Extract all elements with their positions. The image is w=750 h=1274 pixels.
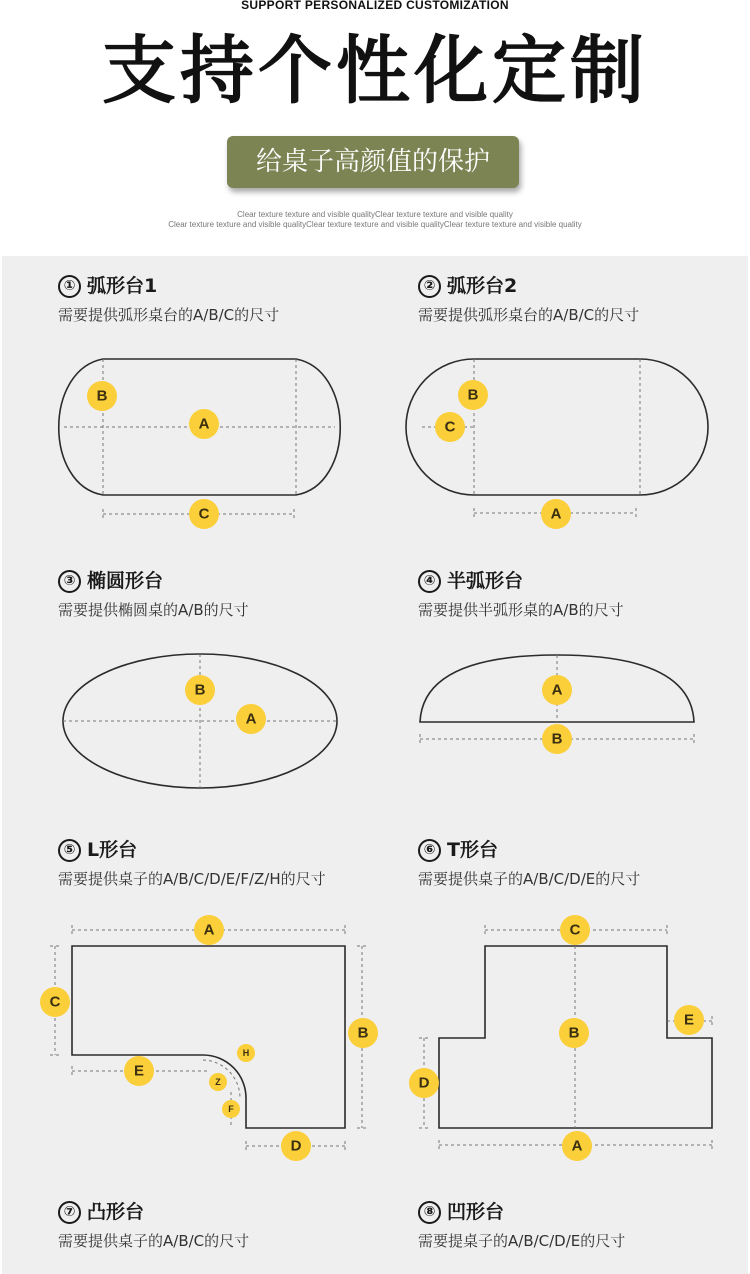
badge-b <box>185 675 215 705</box>
section-3-desc: 需要提供椭圆桌的A/B的尺寸 <box>58 601 249 619</box>
badge-c <box>560 915 590 945</box>
half-arc-table-diagram <box>420 655 694 754</box>
badge-b <box>348 1018 378 1048</box>
section-7-title: ⑦ 凸形台 <box>58 1197 144 1224</box>
badge-c <box>435 412 465 442</box>
eyebrow-text: SUPPORT PERSONALIZED CUSTOMIZATION <box>241 0 509 12</box>
svg-text:C: C <box>444 418 456 436</box>
svg-text:D: D <box>418 1074 430 1092</box>
svg-text:B: B <box>568 1024 580 1042</box>
section-7-desc: 需要提供桌子的A/B/C的尺寸 <box>58 1232 250 1250</box>
section-8-desc: 需要提桌子的A/B/C/D/E的尺寸 <box>418 1232 626 1250</box>
svg-text:B: B <box>357 1024 369 1042</box>
svg-text:F: F <box>228 1104 234 1114</box>
page-title: 支持个性化定制 <box>102 28 648 114</box>
badge-a <box>194 915 224 945</box>
arc-table-1-diagram <box>59 359 341 529</box>
section-2-title: ② 弧形台2 <box>418 271 517 298</box>
badge-a <box>236 704 266 734</box>
section-6-desc: 需要提供桌子的A/B/C/D/E的尺寸 <box>418 870 641 888</box>
badge-b <box>542 724 572 754</box>
svg-text:A: A <box>551 681 563 699</box>
badge-a <box>542 675 572 705</box>
section-5-title: ⑤ L形台 <box>58 835 137 862</box>
svg-text:C: C <box>198 505 210 523</box>
section-4-desc: 需要提供半弧形桌的A/B的尺寸 <box>418 601 624 619</box>
svg-text:A: A <box>198 415 210 433</box>
section-3-title: ③ 椭圆形台 <box>58 566 163 593</box>
badge-e <box>124 1056 154 1086</box>
svg-text:A: A <box>571 1137 583 1155</box>
badge-f <box>222 1100 240 1118</box>
badge-b <box>559 1018 589 1048</box>
svg-text:D: D <box>290 1137 302 1155</box>
badge-d <box>409 1068 439 1098</box>
badge-a <box>562 1131 592 1161</box>
svg-text:E: E <box>683 1011 695 1029</box>
svg-text:B: B <box>551 730 563 748</box>
badge-z <box>209 1073 227 1091</box>
svg-text:A: A <box>203 921 215 939</box>
badge-b <box>458 380 488 410</box>
oval-table-diagram <box>63 654 337 788</box>
svg-text:E: E <box>133 1062 145 1080</box>
svg-text:C: C <box>49 993 61 1011</box>
section-8-title: ⑧ 凹形台 <box>418 1197 504 1224</box>
l-table-diagram <box>40 915 378 1161</box>
badge-c <box>189 499 219 529</box>
badge-h <box>237 1044 255 1062</box>
section-5-desc: 需要提供桌子的A/B/C/D/E/F/Z/H的尺寸 <box>58 870 326 888</box>
section-6-title: ⑥ T形台 <box>418 835 498 862</box>
section-1-title: ① 弧形台1 <box>58 271 157 298</box>
fine-print-line-2: Clear texture texture and visible qualityClear texture texture and visible qualityClear texture texture and visible quality <box>168 220 582 229</box>
svg-text:B: B <box>96 387 108 405</box>
svg-text:A: A <box>550 505 562 523</box>
section-1-desc: 需要提供弧形桌台的A/B/C的尺寸 <box>58 306 280 324</box>
t-table-diagram <box>409 915 712 1161</box>
badge-a <box>189 409 219 439</box>
svg-text:H: H <box>242 1048 250 1058</box>
fine-print-line-1: Clear texture texture and visible qualityClear texture texture and visible quality <box>237 210 513 219</box>
svg-text:B: B <box>467 386 479 404</box>
section-4-title: ④ 半弧形台 <box>418 566 523 593</box>
badge-e <box>674 1005 704 1035</box>
badge-c <box>40 987 70 1017</box>
tagline-pill: 给桌子高颜值的保护 <box>227 136 519 188</box>
section-2-desc: 需要提供弧形桌台的A/B/C的尺寸 <box>418 306 640 324</box>
badge-a <box>541 499 571 529</box>
svg-text:A: A <box>245 710 257 728</box>
badge-b <box>87 381 117 411</box>
badge-d <box>281 1131 311 1161</box>
svg-text:C: C <box>569 921 581 939</box>
svg-text:Z: Z <box>215 1077 221 1087</box>
svg-text:B: B <box>194 681 206 699</box>
arc-table-2-diagram <box>406 359 708 529</box>
